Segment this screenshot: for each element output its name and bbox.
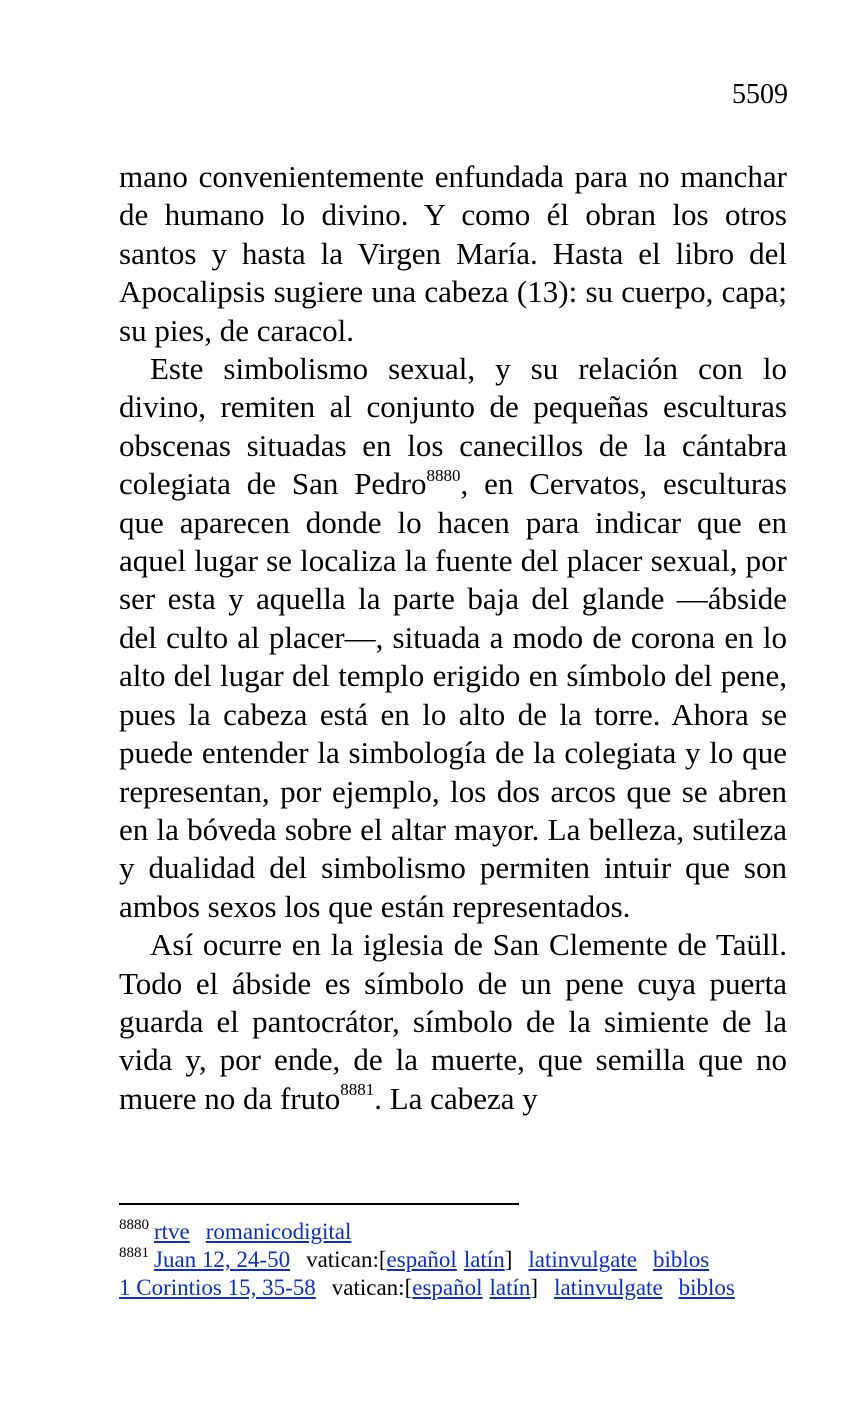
footnote-8881: [119, 1246, 799, 1274]
footnote-number: 8880: [119, 1217, 149, 1234]
link-latin[interactable]: latín: [463, 1247, 505, 1272]
link-rtve[interactable]: rtve: [154, 1219, 190, 1244]
footnote-number: 8881: [119, 1245, 149, 1262]
link-romanicodigital[interactable]: romanicodigital: [205, 1219, 352, 1244]
footnote-8880: [119, 1218, 799, 1246]
link-1-corintios-15[interactable]: 1 Corintios 15, 35-58: [119, 1275, 316, 1300]
link-juan-12[interactable]: Juan 12, 24-50: [154, 1247, 291, 1272]
link-latinvulgate[interactable]: latinvulgate: [554, 1275, 663, 1300]
bracket-close: ]: [530, 1275, 539, 1300]
vatican-label: vatican:[: [331, 1275, 413, 1300]
link-biblos[interactable]: biblos: [678, 1275, 735, 1300]
paragraph-3: [119, 926, 787, 1118]
footnote-divider: [119, 1203, 519, 1205]
paragraph-text: Así ocurre en la iglesia de San Clemente de Taüll. Todo el ábside es símbolo de un pene cuya puerta guarda el pantocrátor, símbolo de la simiente de la vida y, por ende, de la muerte, que semilla que no muere no da fruto: [119, 927, 787, 1116]
link-espanol[interactable]: español: [386, 1247, 457, 1272]
paragraph-text: . La cabeza y: [374, 1080, 538, 1116]
link-latinvulgate[interactable]: latinvulgate: [528, 1247, 637, 1272]
paragraph-text: , en Cervatos, esculturas que aparecen donde lo hacen para indicar que en aquel lugar se localiza la fuente del placer sexual, por ser esta y aquella la parte baja del glande —ábside del culto al placer—, situada a modo de corona en lo alto del lugar del templo erigido en símbolo del pene, pues la cabeza está en lo alto de la torre. Ahora se puede entender la simbología de la colegiata y lo que representan, por ejemplo, los dos arcos que se abren en la bóveda sobre el altar mayor. La belleza, sutileza y dualidad del simbolismo permiten intuir que son ambos sexos los que están representados.: [119, 466, 787, 924]
paragraph-text: mano convenientemente enfundada para no manchar de humano lo divino. Y como él obran los otros santos y hasta la Virgen María. Hasta el libro del Apocalipsis sugiere una cabeza (13): su cuerpo, capa; su pies, de caracol.: [119, 159, 787, 348]
page-number: 5509: [732, 79, 788, 110]
paragraph-2: [119, 350, 787, 926]
footnotes: [119, 1218, 799, 1302]
bracket-close: ]: [504, 1247, 513, 1272]
footnote-ref-8881[interactable]: 8881: [340, 1080, 375, 1100]
link-latin[interactable]: latín: [489, 1275, 531, 1300]
link-biblos[interactable]: biblos: [652, 1247, 710, 1272]
paragraph-text: Este simbolismo sexual, y su relación con lo divino, remiten al conjunto de pequeñas esculturas obscenas situadas en los canecillos de la cántabra colegiata de San Pedro: [119, 351, 787, 502]
paragraph-1: [119, 158, 787, 350]
vatican-label: vatican:[: [306, 1247, 387, 1272]
body-text: [119, 158, 787, 1118]
footnote-8881-cont: [119, 1274, 799, 1302]
link-espanol[interactable]: español: [412, 1275, 483, 1300]
footnote-ref-8880[interactable]: 8880: [426, 465, 461, 485]
